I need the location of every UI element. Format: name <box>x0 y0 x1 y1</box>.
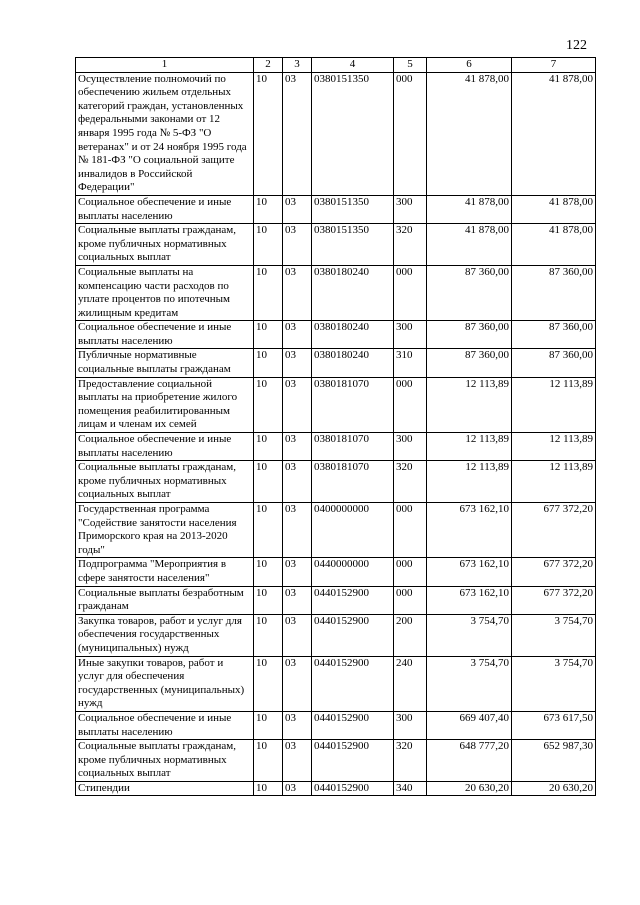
row-section: 10 <box>254 433 283 461</box>
row-subsection: 03 <box>283 711 312 739</box>
table-row <box>76 433 596 461</box>
row-expense-type: 320 <box>394 740 427 782</box>
row-subsection: 03 <box>283 614 312 656</box>
header-col-7: 7 <box>512 58 596 73</box>
row-expense-type: 300 <box>394 195 427 223</box>
row-amount-year-2: 12 113,89 <box>512 377 596 432</box>
table-row <box>76 349 596 377</box>
row-amount-year-1: 673 162,10 <box>427 503 512 558</box>
row-target-article: 0440152900 <box>312 711 394 739</box>
row-name: Государственная программа "Содействие занятости населения Приморского края на 2013-2020 годы" <box>76 503 254 558</box>
table-row <box>76 558 596 586</box>
row-amount-year-1: 669 407,40 <box>427 711 512 739</box>
row-section: 10 <box>254 321 283 349</box>
row-amount-year-2: 3 754,70 <box>512 656 596 711</box>
row-subsection: 03 <box>283 740 312 782</box>
row-amount-year-2: 41 878,00 <box>512 195 596 223</box>
row-section: 10 <box>254 265 283 320</box>
header-col-6: 6 <box>427 58 512 73</box>
row-subsection: 03 <box>283 558 312 586</box>
table-header-row <box>76 58 596 73</box>
row-name: Подпрограмма "Мероприятия в сфере занятости населения" <box>76 558 254 586</box>
row-amount-year-1: 41 878,00 <box>427 72 512 195</box>
row-amount-year-1: 87 360,00 <box>427 349 512 377</box>
row-target-article: 0380180240 <box>312 265 394 320</box>
row-name: Социальные выплаты гражданам, кроме публичных нормативных социальных выплат <box>76 224 254 266</box>
table-row <box>76 224 596 266</box>
row-subsection: 03 <box>283 781 312 796</box>
row-name: Социальное обеспечение и иные выплаты населению <box>76 433 254 461</box>
row-amount-year-1: 673 162,10 <box>427 558 512 586</box>
row-target-article: 0440152900 <box>312 586 394 614</box>
row-expense-type: 000 <box>394 586 427 614</box>
row-target-article: 0380181070 <box>312 433 394 461</box>
row-name: Социальное обеспечение и иные выплаты населению <box>76 321 254 349</box>
row-subsection: 03 <box>283 195 312 223</box>
row-subsection: 03 <box>283 586 312 614</box>
row-subsection: 03 <box>283 503 312 558</box>
row-name: Предоставление социальной выплаты на приобретение жилого помещения реабилитированным лицам и членам их семей <box>76 377 254 432</box>
row-section: 10 <box>254 614 283 656</box>
table-row <box>76 72 596 195</box>
table-row <box>76 195 596 223</box>
table-row <box>76 586 596 614</box>
row-section: 10 <box>254 656 283 711</box>
table-row <box>76 656 596 711</box>
row-subsection: 03 <box>283 656 312 711</box>
row-subsection: 03 <box>283 72 312 195</box>
row-target-article: 0440000000 <box>312 558 394 586</box>
table-row <box>76 377 596 432</box>
row-subsection: 03 <box>283 461 312 503</box>
row-amount-year-1: 648 777,20 <box>427 740 512 782</box>
row-target-article: 0380151350 <box>312 224 394 266</box>
row-amount-year-2: 3 754,70 <box>512 614 596 656</box>
row-amount-year-1: 673 162,10 <box>427 586 512 614</box>
page-number: 122 <box>566 38 587 53</box>
header-col-5: 5 <box>394 58 427 73</box>
row-section: 10 <box>254 558 283 586</box>
row-section: 10 <box>254 781 283 796</box>
row-expense-type: 000 <box>394 72 427 195</box>
row-amount-year-2: 87 360,00 <box>512 349 596 377</box>
row-subsection: 03 <box>283 224 312 266</box>
row-expense-type: 000 <box>394 503 427 558</box>
row-expense-type: 000 <box>394 265 427 320</box>
header-col-4: 4 <box>312 58 394 73</box>
row-amount-year-2: 20 630,20 <box>512 781 596 796</box>
row-section: 10 <box>254 195 283 223</box>
row-amount-year-2: 41 878,00 <box>512 72 596 195</box>
row-amount-year-2: 87 360,00 <box>512 321 596 349</box>
row-name: Стипендии <box>76 781 254 796</box>
row-name: Публичные нормативные социальные выплаты гражданам <box>76 349 254 377</box>
row-name: Закупка товаров, работ и услуг для обеспечения государственных (муниципальных) нужд <box>76 614 254 656</box>
row-target-article: 0380181070 <box>312 377 394 432</box>
row-target-article: 0380151350 <box>312 72 394 195</box>
row-amount-year-2: 41 878,00 <box>512 224 596 266</box>
row-amount-year-2: 677 372,20 <box>512 558 596 586</box>
table-row <box>76 321 596 349</box>
row-section: 10 <box>254 740 283 782</box>
row-expense-type: 310 <box>394 349 427 377</box>
row-target-article: 0380151350 <box>312 195 394 223</box>
table-row <box>76 711 596 739</box>
row-section: 10 <box>254 503 283 558</box>
row-section: 10 <box>254 224 283 266</box>
row-expense-type: 320 <box>394 461 427 503</box>
row-name: Социальные выплаты гражданам, кроме публичных нормативных социальных выплат <box>76 740 254 782</box>
row-amount-year-2: 677 372,20 <box>512 503 596 558</box>
row-name: Иные закупки товаров, работ и услуг для обеспечения государственных (муниципальных) нужд <box>76 656 254 711</box>
header-col-1: 1 <box>76 58 254 73</box>
row-section: 10 <box>254 711 283 739</box>
row-amount-year-1: 20 630,20 <box>427 781 512 796</box>
row-name: Социальные выплаты безработным гражданам <box>76 586 254 614</box>
row-expense-type: 340 <box>394 781 427 796</box>
row-section: 10 <box>254 72 283 195</box>
row-subsection: 03 <box>283 321 312 349</box>
row-amount-year-2: 12 113,89 <box>512 461 596 503</box>
row-name: Осуществление полномочий по обеспечению жильем отдельных категорий граждан, установленных федеральными законами от 12 января 1995 года № 5-ФЗ "О ветеранах" и от 24 ноября 1995 года № 181-ФЗ "О социальной защите инвалидов в Российской Федерации" <box>76 72 254 195</box>
table-row <box>76 614 596 656</box>
row-target-article: 0400000000 <box>312 503 394 558</box>
row-expense-type: 300 <box>394 321 427 349</box>
row-amount-year-1: 3 754,70 <box>427 614 512 656</box>
row-amount-year-1: 3 754,70 <box>427 656 512 711</box>
row-subsection: 03 <box>283 265 312 320</box>
table-row <box>76 503 596 558</box>
row-target-article: 0380180240 <box>312 321 394 349</box>
row-expense-type: 200 <box>394 614 427 656</box>
budget-table <box>75 57 596 796</box>
row-amount-year-2: 87 360,00 <box>512 265 596 320</box>
row-subsection: 03 <box>283 349 312 377</box>
row-amount-year-2: 12 113,89 <box>512 433 596 461</box>
table-row <box>76 461 596 503</box>
row-target-article: 0380181070 <box>312 461 394 503</box>
row-expense-type: 000 <box>394 558 427 586</box>
header-col-3: 3 <box>283 58 312 73</box>
row-amount-year-1: 12 113,89 <box>427 461 512 503</box>
row-expense-type: 240 <box>394 656 427 711</box>
row-section: 10 <box>254 349 283 377</box>
row-amount-year-1: 41 878,00 <box>427 224 512 266</box>
row-target-article: 0440152900 <box>312 740 394 782</box>
row-section: 10 <box>254 461 283 503</box>
row-amount-year-2: 673 617,50 <box>512 711 596 739</box>
row-expense-type: 300 <box>394 711 427 739</box>
row-target-article: 0440152900 <box>312 614 394 656</box>
row-amount-year-2: 652 987,30 <box>512 740 596 782</box>
row-target-article: 0440152900 <box>312 781 394 796</box>
row-subsection: 03 <box>283 377 312 432</box>
table-row <box>76 781 596 796</box>
row-target-article: 0440152900 <box>312 656 394 711</box>
row-amount-year-1: 12 113,89 <box>427 433 512 461</box>
table-row <box>76 740 596 782</box>
row-section: 10 <box>254 586 283 614</box>
row-section: 10 <box>254 377 283 432</box>
row-amount-year-1: 87 360,00 <box>427 321 512 349</box>
row-name: Социальное обеспечение и иные выплаты населению <box>76 195 254 223</box>
header-col-2: 2 <box>254 58 283 73</box>
row-amount-year-2: 677 372,20 <box>512 586 596 614</box>
row-expense-type: 000 <box>394 377 427 432</box>
row-amount-year-1: 87 360,00 <box>427 265 512 320</box>
row-name: Социальное обеспечение и иные выплаты населению <box>76 711 254 739</box>
row-expense-type: 320 <box>394 224 427 266</box>
row-name: Социальные выплаты на компенсацию части расходов по уплате процентов по ипотечным жилищным кредитам <box>76 265 254 320</box>
table-row <box>76 265 596 320</box>
row-target-article: 0380180240 <box>312 349 394 377</box>
row-name: Социальные выплаты гражданам, кроме публичных нормативных социальных выплат <box>76 461 254 503</box>
row-amount-year-1: 12 113,89 <box>427 377 512 432</box>
row-amount-year-1: 41 878,00 <box>427 195 512 223</box>
row-subsection: 03 <box>283 433 312 461</box>
row-expense-type: 300 <box>394 433 427 461</box>
